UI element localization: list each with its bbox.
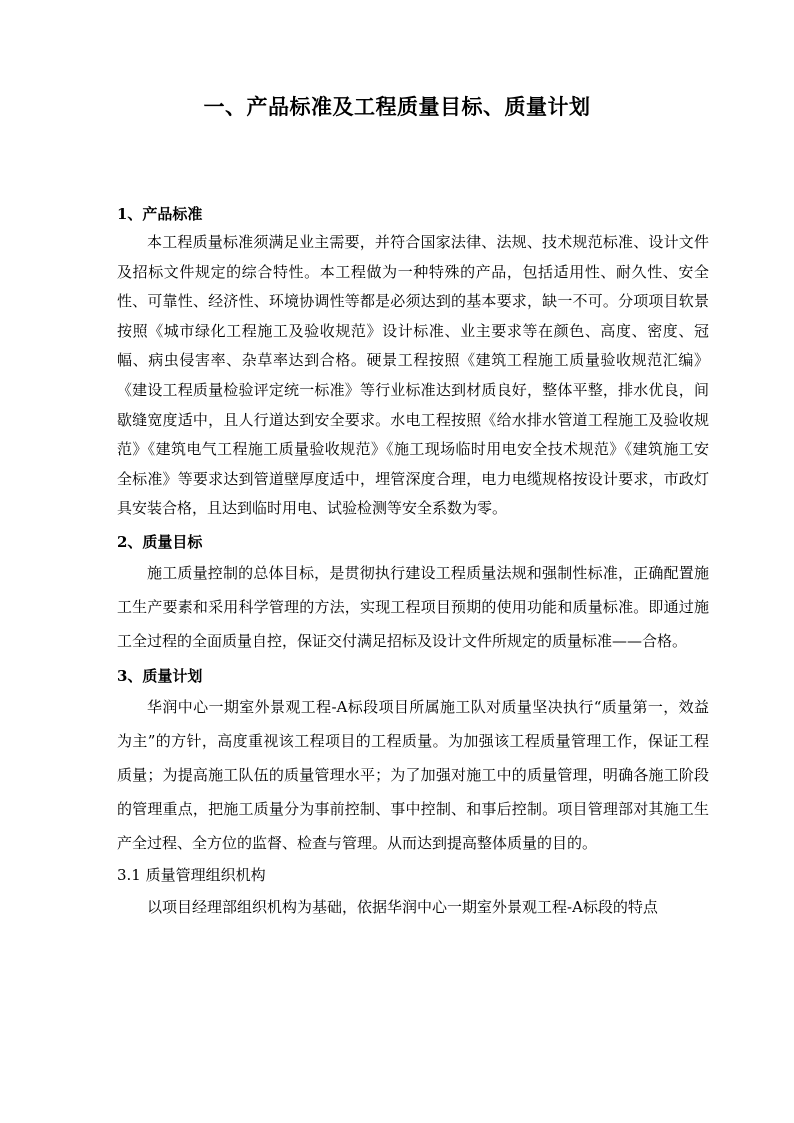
subsection-paragraph-org-structure: 以项目经理部组织机构为基础，依据华润中心一期室外景观工程-A标段的特点 (147, 897, 658, 916)
section-paragraph-product-standard: 本工程质量标准须满足业主需要，并符合国家法律、法规、技术规范标准、设计文件及招标文件规定的综合特性。本工程做为一种特殊的产品，包括适用性、耐久性、安全性、可靠性、经济性、环境协调性等都是必须达到的基本要求，缺一不可。分项项目软景按照《城市绿化工程施工及验收规范》设计标准、业主要求等在颜色、高度、密度、冠幅、病虫侵害率、杂草率达到合格。硬景工程按照《建筑工程施工质量验收规范汇编》《建设工程质量检验评定统一标准》等行业标准达到材质良好，整体平整，排水优良，间歇缝宽度适中，且人行道达到安全要求。水电工程按照《给水排水管道工程施工及验收规范》《建筑电气工程施工质量验收规范》《施工现场临时用电安全技术规范》《建筑施工安全标准》等要求达到管道壁厚度适中，埋管深度合理，电力电缆规格按设计要求，市政灯具安装合格，且达到临时用电、试验检测等安全系数为零。 (117, 233, 709, 518)
document-body (117, 200, 709, 924)
section-paragraph-quality-goal: 施工质量控制的总体目标，是贯彻执行建设工程质量法规和强制性标准，正确配置施工生产要素和采用科学管理的方法，实现工程项目预期的使用功能和质量标准。即通过施工全过程的全面质量自控，保证交付满足招标及设计文件所规定的质量标准——合格。 (117, 563, 709, 650)
document-title: 一、产品标准及工程质量目标、质量计划 (203, 94, 591, 119)
section-heading-quality-goal: 2、质量目标 (117, 532, 203, 551)
section-heading-quality-plan: 3、质量计划 (117, 666, 203, 685)
section-heading-product-standard: 1、产品标准 (117, 205, 203, 223)
section-paragraph-quality-plan: 华润中心一期室外景观工程-A标段项目所属施工队对质量坚决执行“质量第一，效益为主”的方针，高度重视该工程项目的工程质量。为加强该工程质量管理工作，保证工程质量；为提高施工队伍的质量管理水平；为了加强对施工中的质量管理，明确各施工阶段的管理重点，把施工质量分为事前控制、事中控制、和事后控制。项目管理部对其施工生产全过程、全方位的监督、检查与管理。从而达到提高整体质量的目的。 (117, 697, 709, 852)
subsection-heading-org-structure: 3.1 质量管理组织机构 (117, 865, 266, 884)
